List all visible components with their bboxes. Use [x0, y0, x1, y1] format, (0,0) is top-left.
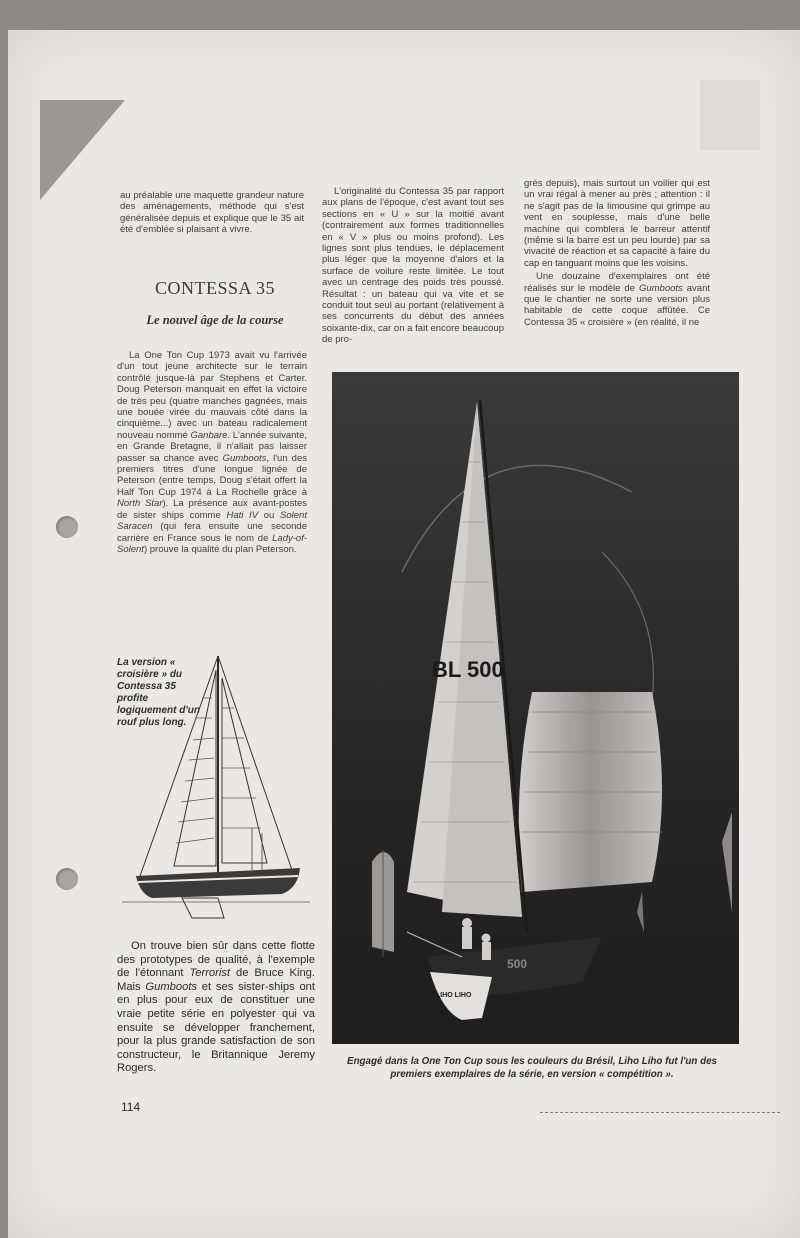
boat-name: Solent Saracen: [117, 509, 307, 533]
page-corner-shadow: [40, 100, 125, 200]
boat-name: North Star: [117, 498, 163, 510]
text-run: avant que le chantier ne sorte une version plus habitable de cette coque affûtée. Ce Contessa 35 « croisière » (en réalité, il ne: [524, 282, 710, 328]
text-run: La One Ton Cup 1973 avait vu l'arrivée d'un tout jeune architecte sur le terrain contrôlé jusque-là par Stephens et Carter. Doug Peterson manquait en effet la victoire de très peu (quatre manches gagnées, mais une bouée virée du mauvais côté dans la cinquième...) avec un bateau radicalement nouveau nommé: [117, 350, 307, 441]
footer-rule: [540, 1112, 780, 1113]
text-run: de Bruce King. Mais: [117, 967, 315, 993]
drawing-caption: La version « croisière » du Contessa 35 profite logiquement d'un rouf plus long.: [117, 657, 200, 728]
sail-number: BL 500: [432, 657, 504, 682]
boat-name: Gumboots: [222, 452, 267, 464]
bottom-left-paragraph: [117, 940, 315, 1076]
intro-fragment: au préalable une maquette grandeur nature des aménagements, méthode qui s'est généralisée depuis et explique que le 35 ait été d'emblée si plaisant à vivre.: [120, 190, 304, 236]
race-photo: [332, 372, 739, 1044]
column-3-paragraph: grès depuis), mais surtout un voilier qui est un vrai régal à mener au près ; attention : il ne s'agit pas de la limousine qui grimpe au vent en souplesse, mais d'une belle machine qui comblera le barreur attentif (même si la barre est un peu lourde) par sa vivacité de réaction et sa capacité à faire du cap en tanguant moins que les voisins.: [524, 178, 710, 269]
text-run: On trouve bien sûr dans cette flotte des prototypes de qualité, à l'exemple de l'étonnant: [117, 940, 315, 980]
text-run: ). La présence aux avant-postes de sister ships comme: [117, 498, 308, 521]
column-3-paragraph: [524, 271, 710, 328]
column-2-paragraph: L'originalité du Contessa 35 par rapport aux plans de l'époque, c'est avant tout ses sections en « U » sur la moitié avant (contrairement aux formes traditionnelles en « V » plus ou moins profond). Les lignes sont plus tendues, le déplacement plus léger que la moyenne d'alors et la surface de voilure reste limitée. Le tout avec un centrage des poids très poussé. Résultat : un bateau qui va vite et se conduit tout seul au portant (relativement à ses concurrents du début des années soixante-dix, car on a fait encore beaucoup de pro-: [322, 186, 504, 346]
text-run: , l'un des premiers titres d'une longue lignée de Peterson (entre temps, Doug s'était offert la Half Ton Cup 1974 à La Rochelle grâce à: [117, 452, 307, 498]
hull-number: 500: [507, 957, 528, 971]
article-subtitle: Le nouvel âge de la course: [146, 313, 284, 327]
text-run: ) prouve la qualité du plan Peterson.: [143, 543, 297, 555]
binder-hole: [56, 868, 78, 890]
boat-name: Gumboots: [638, 282, 683, 294]
boat-name: Gumboots: [145, 980, 198, 993]
hull-name: LIHO LIHO: [436, 992, 472, 999]
text-run: (qui fera ensuite une seconde carrière en France sous le nom de: [117, 521, 307, 544]
photo-caption: Engagé dans la One Ton Cup sous les couleurs du Brésil, Liho Liho fut l'un des premiers exemplaires de la série, en version « compétition ».: [347, 1056, 717, 1080]
boat-name: Hati IV: [226, 509, 259, 521]
article-title: CONTESSA 35: [154, 278, 276, 298]
text-run: Une douzaine d'exemplaires ont été réalisés sur le modèle de: [524, 271, 710, 294]
binder-hole: [56, 516, 78, 538]
boat-name: Lady-of-Solent: [117, 532, 307, 555]
text-run: . L'année suivante, en Grande Bretagne, il n'allait pas laisser passer sa chance avec: [117, 429, 307, 464]
text-run: ou: [258, 509, 281, 521]
page-corner-fold: [700, 80, 760, 150]
column-1-body: [117, 350, 307, 557]
boat-name: Terrorist: [189, 967, 231, 980]
page-number: 114: [121, 1100, 141, 1114]
boat-name: Ganbare: [190, 429, 228, 441]
column-1-paragraph: [117, 350, 307, 555]
text-run: et ses sister-ships ont en plus pour eux de constituer une vraie petite série en polyester qui va ensuite se développer franchement, pour la plus grande satisfaction de son constructeur, le Britannique Jeremy Rogers.: [117, 980, 316, 1075]
column-2-body: [322, 186, 504, 348]
column-3-body: [524, 178, 710, 330]
